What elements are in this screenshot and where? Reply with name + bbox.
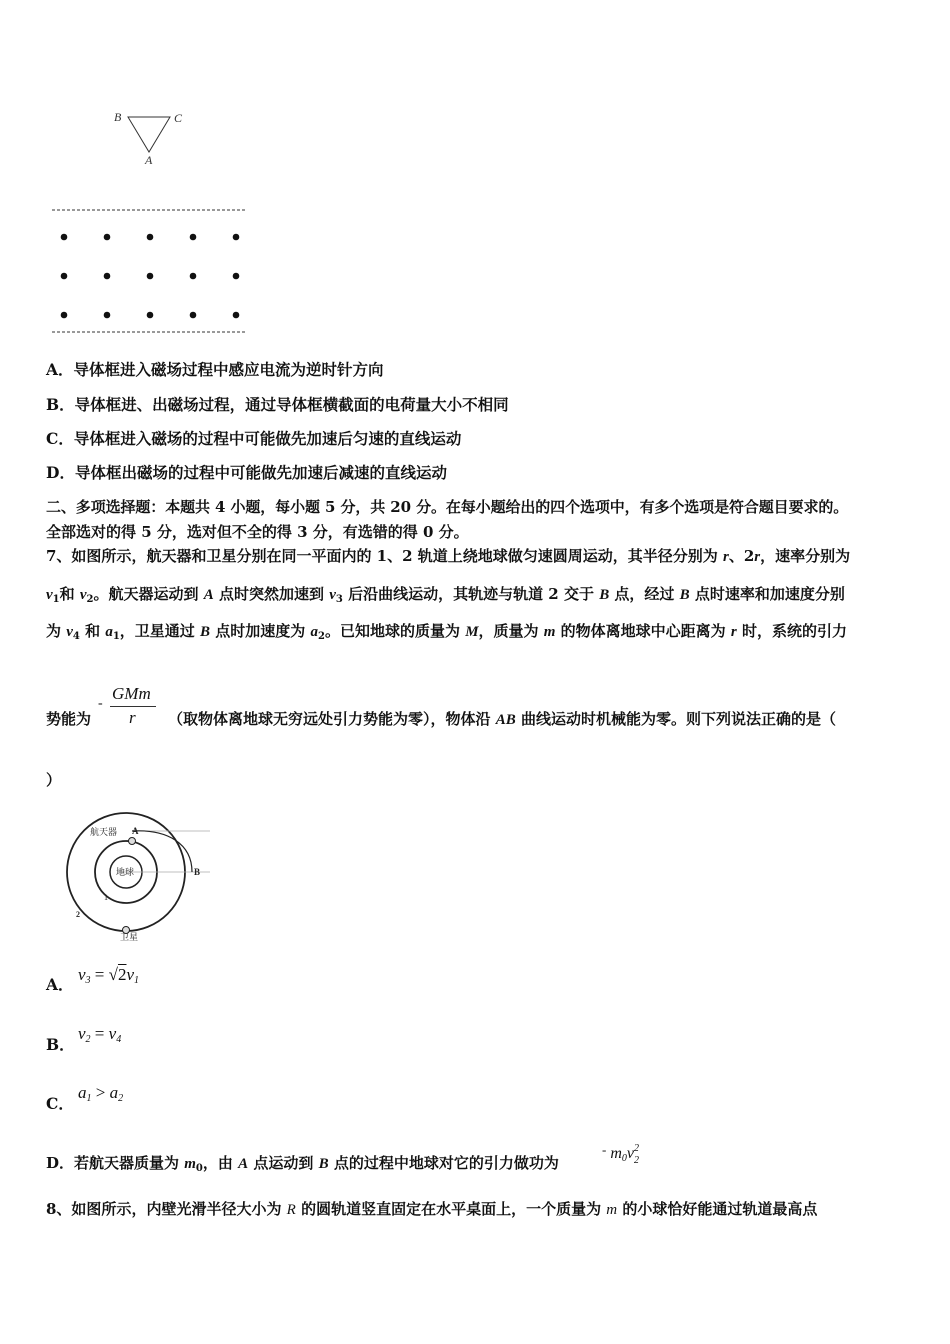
magnetic-field-figure — [48, 203, 253, 338]
triangle-shape — [128, 117, 170, 152]
q7-option-b-key: B． — [46, 1035, 75, 1054]
q7-option-b-formula: $v_2 = v_4$ — [78, 1024, 122, 1045]
earth-label: 地球 — [116, 867, 135, 877]
q7-option-c-key: C． — [46, 1094, 74, 1113]
q7-option-a-key: A． — [46, 975, 74, 994]
q6-option-d: D．导体框出磁场的过程中可能做先加速后减速的直线运动 — [46, 463, 447, 482]
formula-numerator: GMm — [112, 684, 151, 703]
triangle-figure — [100, 105, 200, 170]
triangle-label-c: C — [174, 111, 183, 125]
formula-minus: - — [98, 696, 103, 711]
q7-line2: $v_1$和 $v_2$。航天器运动到 A 点时突然加速到 $v_3$ 后沿曲线运动，其轨迹与轨道 2 交于 B 点，经过 B 点时速率和加速度分别 — [46, 585, 845, 605]
field-dots — [61, 234, 240, 319]
point-a-label: A — [132, 826, 139, 836]
orbit-2-label: 2 — [76, 910, 80, 919]
section2-line1: 二、多项选择题：本题共 4 小题，每小题 5 分，共 20 分。在每小题给出的四个选项中，有多个选项是符合题目要求的。 — [46, 498, 849, 516]
q7-line3: 为 $v_4$ 和 $a_1$，卫星通过 B 点时加速度为 $a_2$。已知地球的质量为 M，质量为 m 的物体离地球中心距离为 r 时，系统的引力 — [46, 622, 847, 642]
q7-option-c-formula: $a_1 > a_2$ — [78, 1083, 124, 1104]
q7-line1: 7、如图所示，航天器和卫星分别在同一平面内的 1、2 轨道上绕地球做匀速圆周运动，其半径分别为 r、2r，速率分别为 — [46, 547, 851, 565]
q7-option-d-formula: - $m_0v$ 2 2 — [602, 1142, 640, 1166]
spacecraft-dot — [129, 838, 136, 845]
q7-option-d: D．若航天器质量为 $m_0$，由 A 点运动到 B 点的过程中地球对它的引力做功为 — [46, 1154, 559, 1174]
point-b-label: B — [194, 867, 201, 877]
q7-line4-rest: （取物体离地球无穷远处引力势能为零），物体沿 AB 曲线运动时机械能为零。则下列说法正确的是（ — [168, 710, 836, 728]
section2-line2: 全部选对的得 5 分，选对但不全的得 3 分，有选错的得 0 分。 — [46, 523, 469, 541]
satellite-label: 卫星 — [120, 932, 139, 942]
q7-line5: ） — [46, 771, 62, 789]
potential-energy-formula — [98, 684, 160, 734]
formula-fraction-bar — [110, 706, 156, 707]
q7-line4-lead: 势能为 — [46, 710, 92, 728]
triangle-label-a: A — [145, 153, 153, 167]
triangle-label-b: B — [114, 110, 122, 124]
formula-denominator: r — [129, 708, 136, 727]
q7-option-a-formula: $v_3 = √2v_1$ — [78, 965, 140, 986]
q6-option-a: A．导体框进入磁场过程中感应电流为逆时针方向 — [46, 360, 384, 379]
q6-option-c: C．导体框进入磁场的过程中可能做先加速后匀速的直线运动 — [46, 429, 462, 448]
q6-option-b: B．导体框进、出磁场过程，通过导体框横截面的电荷量大小不相同 — [46, 395, 509, 414]
orbit-figure — [60, 800, 220, 945]
spacecraft-label: 航天器 — [90, 827, 118, 837]
orbit-1-label: 1 — [104, 893, 108, 902]
q8-line1: 8、如图所示，内壁光滑半径大小为 R 的圆轨道竖直固定在水平桌面上，一个质量为 m 的小球恰好能通过轨道最高点 — [46, 1200, 818, 1218]
